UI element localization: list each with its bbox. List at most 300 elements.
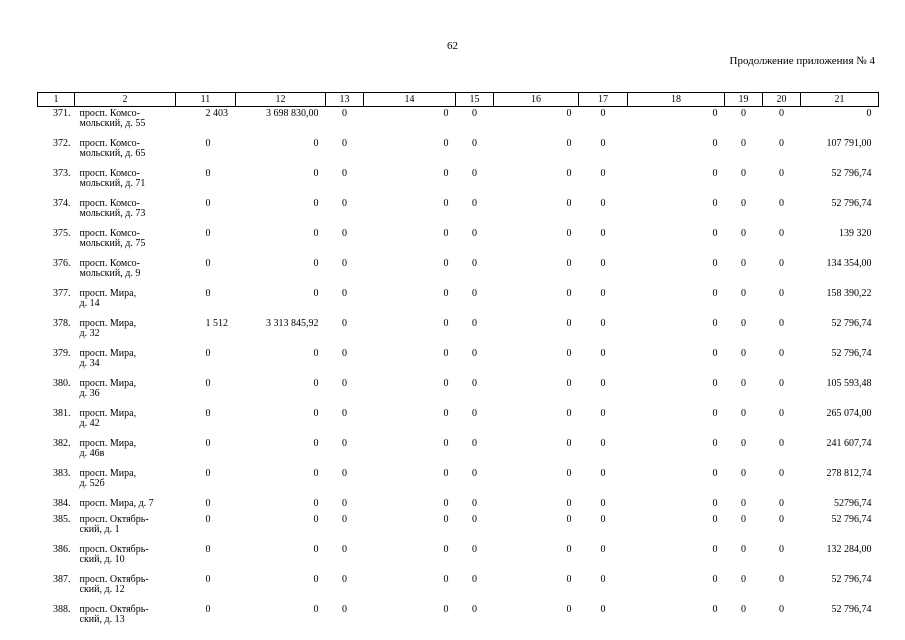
header-cell-col-11: 11 xyxy=(176,93,236,107)
col-14-cell: 0 xyxy=(443,544,449,555)
header-cell-col-1: 1 xyxy=(38,93,75,107)
col-18-cell: 0 xyxy=(712,228,718,239)
col-19-cell: 0 xyxy=(741,228,746,239)
appendix-continuation-note: Продолжение приложения № 4 xyxy=(729,55,875,67)
col-20-cell: 0 xyxy=(779,138,784,149)
col-16-cell: 0 xyxy=(566,288,572,299)
col-13-cell: 0 xyxy=(342,168,347,179)
col-15-cell: 0 xyxy=(472,348,477,359)
address-line: д. 46в xyxy=(79,447,105,459)
col-13-cell: 0 xyxy=(342,604,347,615)
address-line: мольский, д. 9 xyxy=(79,267,141,279)
col-17-cell: 0 xyxy=(600,348,606,359)
address-line: просп. Мира, д. 7 xyxy=(79,498,154,509)
col-14-cell: 0 xyxy=(443,574,449,585)
header-cell-col-15: 15 xyxy=(456,93,494,107)
col-13-cell: 0 xyxy=(342,288,347,299)
col-21-cell: 52 796,74 xyxy=(831,514,872,525)
col-14-cell: 0 xyxy=(443,258,449,269)
col-15-cell: 0 xyxy=(472,258,477,269)
header-cell-col-20: 20 xyxy=(763,93,801,107)
row-number-cell: 371. xyxy=(53,108,71,119)
col-17-cell: 0 xyxy=(600,258,606,269)
col-14-cell: 0 xyxy=(443,168,449,179)
col-11-cell: 0 xyxy=(205,544,211,555)
col-13-cell: 0 xyxy=(342,258,347,269)
col-21-cell: 132 284,00 xyxy=(826,544,872,555)
header-cell-col-18: 18 xyxy=(628,93,725,107)
col-15-cell: 0 xyxy=(472,438,477,449)
address-cell xyxy=(75,603,176,633)
col-17-cell: 0 xyxy=(600,604,606,615)
col-13-cell: 0 xyxy=(342,378,347,389)
col-11-cell: 0 xyxy=(205,138,211,149)
col-12-cell: 0 xyxy=(313,258,319,269)
col-13-cell: 0 xyxy=(342,498,347,509)
address-line: просп. Октябрь- xyxy=(79,514,149,525)
col-13-cell: 0 xyxy=(342,438,347,449)
row-number-cell: 374. xyxy=(53,198,71,209)
col-11-cell: 1 512 xyxy=(205,318,228,329)
col-20-cell: 0 xyxy=(779,288,784,299)
address-cell xyxy=(75,543,176,573)
col-13-cell: 0 xyxy=(342,514,347,525)
address-line: просп. Мира, xyxy=(79,288,137,299)
address-line: мольский, д. 73 xyxy=(79,207,146,219)
col-15-cell: 0 xyxy=(472,228,477,239)
col-20-cell: 0 xyxy=(779,168,784,179)
col-19-cell: 0 xyxy=(741,198,746,209)
col-16-cell: 0 xyxy=(566,498,572,509)
col-20-cell: 0 xyxy=(779,604,784,615)
col-17-cell: 0 xyxy=(600,198,606,209)
col-15-cell: 0 xyxy=(472,514,477,525)
row-number-cell: 372. xyxy=(53,138,71,149)
address-line: просп. Мира, xyxy=(79,378,137,389)
col-18-cell: 0 xyxy=(712,348,718,359)
col-12-cell: 3 313 845,92 xyxy=(266,318,319,329)
col-12-cell: 0 xyxy=(313,604,319,615)
col-16-cell: 0 xyxy=(566,198,572,209)
col-15-cell: 0 xyxy=(472,288,477,299)
col-18-cell: 0 xyxy=(712,514,718,525)
address-cell xyxy=(75,513,176,543)
col-20-cell: 0 xyxy=(779,378,784,389)
table-row xyxy=(38,137,879,167)
col-21-cell: 241 607,74 xyxy=(826,438,872,449)
col-16-cell: 0 xyxy=(566,168,572,179)
address-line: д. 34 xyxy=(79,357,100,369)
col-20-cell: 0 xyxy=(779,468,784,479)
col-12-cell: 0 xyxy=(313,138,319,149)
col-20-cell: 0 xyxy=(779,258,784,269)
address-line: просп. Октябрь- xyxy=(79,574,149,585)
address-line: д. 52б xyxy=(79,477,105,489)
table-row xyxy=(38,497,879,513)
col-17-cell: 0 xyxy=(600,228,606,239)
col-21-cell: 52 796,74 xyxy=(831,604,872,615)
col-15-cell: 0 xyxy=(472,138,477,149)
col-13-cell: 0 xyxy=(342,544,347,555)
col-11-cell: 0 xyxy=(205,514,211,525)
col-18-cell: 0 xyxy=(712,258,718,269)
col-16-cell: 0 xyxy=(566,408,572,419)
col-20-cell: 0 xyxy=(779,544,784,555)
page-number: 62 xyxy=(447,40,458,52)
address-cell xyxy=(75,257,176,287)
col-21-cell: 265 074,00 xyxy=(826,408,872,419)
col-12-cell: 0 xyxy=(313,544,319,555)
col-12-cell: 0 xyxy=(313,228,319,239)
col-14-cell: 0 xyxy=(443,318,449,329)
address-cell xyxy=(75,573,176,603)
row-number-cell: 380. xyxy=(53,378,71,389)
col-11-cell: 0 xyxy=(205,408,211,419)
col-16-cell: 0 xyxy=(566,514,572,525)
col-12-cell: 0 xyxy=(313,438,319,449)
address-line: просп. Мира, xyxy=(79,438,137,449)
col-17-cell: 0 xyxy=(600,378,606,389)
col-11-cell: 2 403 xyxy=(205,108,228,119)
col-16-cell: 0 xyxy=(566,258,572,269)
col-19-cell: 0 xyxy=(741,318,746,329)
address-line: просп. Комсо- xyxy=(79,138,140,149)
col-16-cell: 0 xyxy=(566,574,572,585)
header-cell-col-13: 13 xyxy=(326,93,364,107)
header-row xyxy=(38,93,879,107)
header-cell-col-21: 21 xyxy=(801,93,879,107)
col-18-cell: 0 xyxy=(712,498,718,509)
header-cell-col-12: 12 xyxy=(236,93,326,107)
col-13-cell: 0 xyxy=(342,318,347,329)
table-row xyxy=(38,227,879,257)
address-line: ский, д. 12 xyxy=(79,583,125,595)
col-18-cell: 0 xyxy=(712,604,718,615)
col-17-cell: 0 xyxy=(600,438,606,449)
col-11-cell: 0 xyxy=(205,168,211,179)
col-17-cell: 0 xyxy=(600,168,606,179)
col-14-cell: 0 xyxy=(443,108,449,119)
col-19-cell: 0 xyxy=(741,514,746,525)
address-line: мольский, д. 55 xyxy=(79,117,146,129)
address-cell xyxy=(75,197,176,227)
address-line: мольский, д. 65 xyxy=(79,147,146,159)
table-row xyxy=(38,407,879,437)
col-14-cell: 0 xyxy=(443,438,449,449)
col-17-cell: 0 xyxy=(600,408,606,419)
col-21-cell: 0 xyxy=(866,108,872,119)
col-15-cell: 0 xyxy=(472,198,477,209)
address-line: просп. Комсо- xyxy=(79,198,140,209)
col-15-cell: 0 xyxy=(472,544,477,555)
col-20-cell: 0 xyxy=(779,198,784,209)
address-cell xyxy=(75,167,176,197)
col-20-cell: 0 xyxy=(779,514,784,525)
col-16-cell: 0 xyxy=(566,108,572,119)
header-cell-col-14: 14 xyxy=(364,93,456,107)
col-11-cell: 0 xyxy=(205,348,211,359)
row-number-cell: 386. xyxy=(53,544,71,555)
col-13-cell: 0 xyxy=(342,198,347,209)
col-11-cell: 0 xyxy=(205,604,211,615)
col-19-cell: 0 xyxy=(741,138,746,149)
col-19-cell: 0 xyxy=(741,288,746,299)
col-18-cell: 0 xyxy=(712,544,718,555)
col-14-cell: 0 xyxy=(443,468,449,479)
address-cell xyxy=(75,287,176,317)
col-19-cell: 0 xyxy=(741,604,746,615)
col-20-cell: 0 xyxy=(779,228,784,239)
col-19-cell: 0 xyxy=(741,574,746,585)
col-13-cell: 0 xyxy=(342,228,347,239)
row-number-cell: 373. xyxy=(53,168,71,179)
col-14-cell: 0 xyxy=(443,408,449,419)
col-15-cell: 0 xyxy=(472,574,477,585)
col-16-cell: 0 xyxy=(566,438,572,449)
address-line: просп. Комсо- xyxy=(79,108,140,119)
col-15-cell: 0 xyxy=(472,468,477,479)
address-line: ский, д. 10 xyxy=(79,553,125,565)
address-line: мольский, д. 71 xyxy=(79,177,146,189)
col-18-cell: 0 xyxy=(712,108,718,119)
col-18-cell: 0 xyxy=(712,438,718,449)
address-line: просп. Комсо- xyxy=(79,258,140,269)
col-21-cell: 158 390,22 xyxy=(826,288,872,299)
table-row xyxy=(38,437,879,467)
col-18-cell: 0 xyxy=(712,318,718,329)
col-15-cell: 0 xyxy=(472,318,477,329)
col-21-cell: 52 796,74 xyxy=(831,198,872,209)
col-13-cell: 0 xyxy=(342,348,347,359)
row-number-cell: 383. xyxy=(53,468,71,479)
address-line: просп. Комсо- xyxy=(79,228,140,239)
header-cell-col-17: 17 xyxy=(579,93,628,107)
address-cell xyxy=(75,317,176,347)
col-12-cell: 0 xyxy=(313,378,319,389)
address-cell xyxy=(75,347,176,377)
col-17-cell: 0 xyxy=(600,138,606,149)
address-cell xyxy=(75,377,176,407)
col-21-cell: 52796,74 xyxy=(834,498,872,509)
row-number-cell: 376. xyxy=(53,258,71,269)
col-21-cell: 105 593,48 xyxy=(826,378,872,389)
address-cell xyxy=(75,467,176,497)
table-body xyxy=(38,107,879,634)
col-20-cell: 0 xyxy=(779,108,784,119)
address-line: просп. Комсо- xyxy=(79,168,140,179)
col-14-cell: 0 xyxy=(443,198,449,209)
table-row xyxy=(38,513,879,543)
col-12-cell: 0 xyxy=(313,574,319,585)
col-15-cell: 0 xyxy=(472,604,477,615)
data-table xyxy=(37,92,879,633)
col-18-cell: 0 xyxy=(712,198,718,209)
col-15-cell: 0 xyxy=(472,108,477,119)
col-19-cell: 0 xyxy=(741,378,746,389)
table-row xyxy=(38,467,879,497)
col-15-cell: 0 xyxy=(472,408,477,419)
address-line: просп. Октябрь- xyxy=(79,604,149,615)
col-13-cell: 0 xyxy=(342,574,347,585)
table-row xyxy=(38,257,879,287)
col-18-cell: 0 xyxy=(712,138,718,149)
col-17-cell: 0 xyxy=(600,574,606,585)
row-number-cell: 378. xyxy=(53,318,71,329)
row-number-cell: 382. xyxy=(53,438,71,449)
address-line: д. 14 xyxy=(79,297,100,309)
col-14-cell: 0 xyxy=(443,288,449,299)
col-16-cell: 0 xyxy=(566,228,572,239)
col-13-cell: 0 xyxy=(342,138,347,149)
address-line: просп. Мира, xyxy=(79,348,137,359)
address-line: просп. Мира, xyxy=(79,408,137,419)
col-19-cell: 0 xyxy=(741,468,746,479)
col-17-cell: 0 xyxy=(600,544,606,555)
row-number-cell: 377. xyxy=(53,288,71,299)
row-number-cell: 375. xyxy=(53,228,71,239)
col-20-cell: 0 xyxy=(779,498,784,509)
col-15-cell: 0 xyxy=(472,168,477,179)
address-cell xyxy=(75,497,176,513)
col-17-cell: 0 xyxy=(600,514,606,525)
col-12-cell: 0 xyxy=(313,288,319,299)
col-14-cell: 0 xyxy=(443,378,449,389)
address-line: ский, д. 13 xyxy=(79,613,125,625)
col-18-cell: 0 xyxy=(712,288,718,299)
col-13-cell: 0 xyxy=(342,408,347,419)
col-21-cell: 52 796,74 xyxy=(831,348,872,359)
col-12-cell: 0 xyxy=(313,168,319,179)
col-20-cell: 0 xyxy=(779,348,784,359)
col-16-cell: 0 xyxy=(566,468,572,479)
address-cell xyxy=(75,407,176,437)
col-16-cell: 0 xyxy=(566,348,572,359)
address-line: просп. Октябрь- xyxy=(79,544,149,555)
col-12-cell: 0 xyxy=(313,348,319,359)
table-row xyxy=(38,603,879,633)
col-17-cell: 0 xyxy=(600,498,606,509)
col-11-cell: 0 xyxy=(205,228,211,239)
table-row xyxy=(38,377,879,407)
col-21-cell: 52 796,74 xyxy=(831,318,872,329)
col-12-cell: 0 xyxy=(313,198,319,209)
col-13-cell: 0 xyxy=(342,468,347,479)
address-line: д. 36 xyxy=(79,387,100,399)
col-21-cell: 139 320 xyxy=(839,228,872,239)
col-14-cell: 0 xyxy=(443,514,449,525)
col-14-cell: 0 xyxy=(443,138,449,149)
col-16-cell: 0 xyxy=(566,378,572,389)
col-20-cell: 0 xyxy=(779,408,784,419)
col-11-cell: 0 xyxy=(205,288,211,299)
col-19-cell: 0 xyxy=(741,348,746,359)
col-21-cell: 107 791,00 xyxy=(826,138,872,149)
col-14-cell: 0 xyxy=(443,604,449,615)
col-20-cell: 0 xyxy=(779,574,784,585)
col-18-cell: 0 xyxy=(712,168,718,179)
address-cell xyxy=(75,227,176,257)
col-19-cell: 0 xyxy=(741,438,746,449)
row-number-cell: 381. xyxy=(53,408,71,419)
col-15-cell: 0 xyxy=(472,498,477,509)
col-13-cell: 0 xyxy=(342,108,347,119)
col-21-cell: 52 796,74 xyxy=(831,168,872,179)
address-cell xyxy=(75,137,176,167)
col-19-cell: 0 xyxy=(741,168,746,179)
col-15-cell: 0 xyxy=(472,378,477,389)
col-19-cell: 0 xyxy=(741,544,746,555)
address-line: д. 32 xyxy=(79,327,100,339)
address-line: просп. Мира, xyxy=(79,468,137,479)
col-19-cell: 0 xyxy=(741,408,746,419)
header-cell-col-19: 19 xyxy=(725,93,763,107)
table-row xyxy=(38,543,879,573)
address-cell xyxy=(75,437,176,467)
col-21-cell: 52 796,74 xyxy=(831,574,872,585)
col-11-cell: 0 xyxy=(205,378,211,389)
row-number-cell: 388. xyxy=(53,604,71,615)
col-16-cell: 0 xyxy=(566,138,572,149)
table-row xyxy=(38,317,879,347)
address-cell xyxy=(75,107,176,138)
col-14-cell: 0 xyxy=(443,498,449,509)
col-16-cell: 0 xyxy=(566,604,572,615)
col-19-cell: 0 xyxy=(741,108,746,119)
col-18-cell: 0 xyxy=(712,408,718,419)
col-18-cell: 0 xyxy=(712,574,718,585)
col-18-cell: 0 xyxy=(712,468,718,479)
col-12-cell: 3 698 830,00 xyxy=(266,108,319,119)
col-11-cell: 0 xyxy=(205,438,211,449)
col-11-cell: 0 xyxy=(205,258,211,269)
row-number-cell: 385. xyxy=(53,514,71,525)
row-number-cell: 384. xyxy=(53,498,71,509)
col-18-cell: 0 xyxy=(712,378,718,389)
col-16-cell: 0 xyxy=(566,544,572,555)
row-number-cell: 387. xyxy=(53,574,71,585)
col-21-cell: 134 354,00 xyxy=(826,258,872,269)
table-row xyxy=(38,197,879,227)
col-19-cell: 0 xyxy=(741,498,746,509)
col-17-cell: 0 xyxy=(600,108,606,119)
header-cell-col-16: 16 xyxy=(494,93,579,107)
col-21-cell: 278 812,74 xyxy=(826,468,872,479)
table-row xyxy=(38,347,879,377)
table-row xyxy=(38,167,879,197)
address-line: д. 42 xyxy=(79,417,100,429)
col-16-cell: 0 xyxy=(566,318,572,329)
address-line: ский, д. 1 xyxy=(79,523,120,535)
col-14-cell: 0 xyxy=(443,348,449,359)
col-14-cell: 0 xyxy=(443,228,449,239)
col-17-cell: 0 xyxy=(600,288,606,299)
header-cell-col-2: 2 xyxy=(75,93,176,107)
col-12-cell: 0 xyxy=(313,498,319,509)
table-row xyxy=(38,107,879,138)
col-17-cell: 0 xyxy=(600,468,606,479)
address-line: просп. Мира, xyxy=(79,318,137,329)
col-12-cell: 0 xyxy=(313,408,319,419)
table-row xyxy=(38,573,879,603)
col-11-cell: 0 xyxy=(205,574,211,585)
col-20-cell: 0 xyxy=(779,318,784,329)
col-12-cell: 0 xyxy=(313,468,319,479)
row-number-cell: 379. xyxy=(53,348,71,359)
table-row xyxy=(38,287,879,317)
col-11-cell: 0 xyxy=(205,498,211,509)
col-20-cell: 0 xyxy=(779,438,784,449)
col-19-cell: 0 xyxy=(741,258,746,269)
